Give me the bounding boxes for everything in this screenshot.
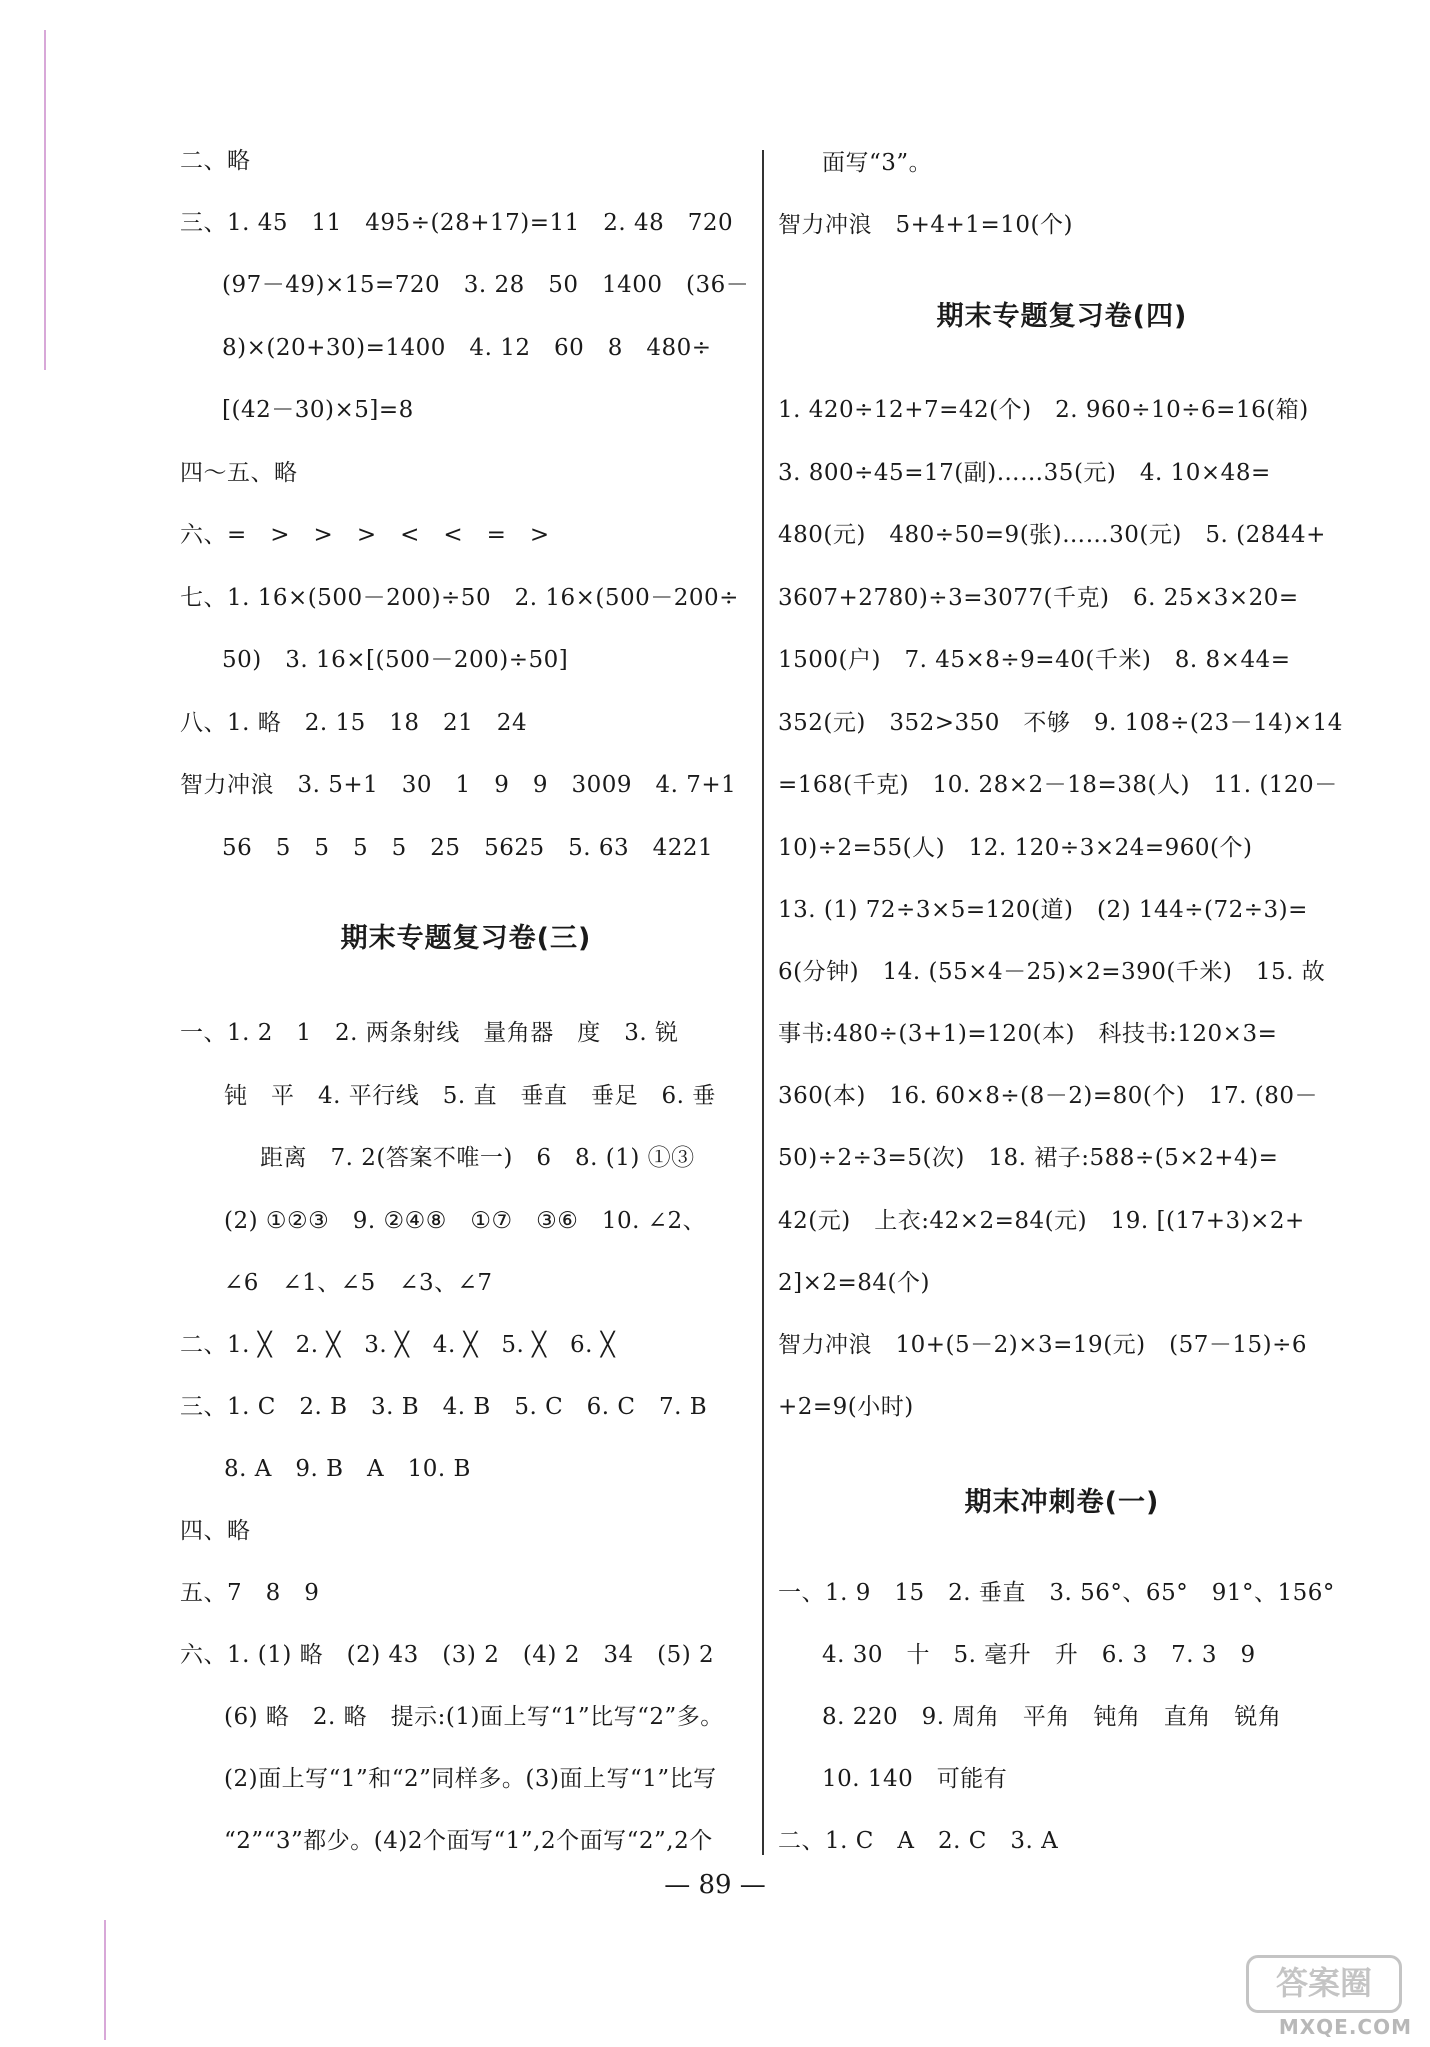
answer-line: 智力冲浪 5+4+1=10(个) [778,212,1073,238]
answer-line: 四～五、略 [180,460,298,486]
answer-line: ∠6 ∠1、∠5 ∠3、∠7 [224,1270,493,1296]
answer-line: 六、= > > > < < = > [180,522,550,548]
answer-line: (6) 略 2. 略 提示:(1)面上写“1”比写“2”多。 [224,1704,724,1730]
answer-line: 二、1. ╳ 2. ╳ 3. ╳ 4. ╳ 5. ╳ 6. ╳ [180,1332,616,1358]
answer-line: 五、7 8 9 [180,1580,320,1606]
answer-line: (2) ①②③ 9. ②④⑧ ①⑦ ③⑥ 10. ∠2、 [224,1208,707,1234]
answer-line: 50) 3. 16×[(500－200)÷50] [222,647,569,673]
column-divider [762,150,764,1855]
answer-line: 360(本) 16. 60×8÷(8－2)=80(个) 17. (80－ [778,1083,1319,1109]
answer-line: 三、1. C 2. B 3. B 4. B 5. C 6. C 7. B [180,1394,708,1420]
answer-line: 3607+2780)÷3=3077(千克) 6. 25×3×20= [778,585,1299,611]
answer-line: 6(分钟) 14. (55×4－25)×2=390(千米) 15. 故 [778,959,1326,985]
answer-line: 56 5 5 5 5 25 5625 5. 63 4221 [222,835,714,861]
watermark-site: MXQE.COM [1278,2015,1412,2039]
answer-line: 42(元) 上衣:42×2=84(元) 19. [(17+3)×2+ [778,1208,1305,1234]
answer-line: 10)÷2=55(人) 12. 120÷3×24=960(个) [778,835,1253,861]
answer-line: 480(元) 480÷50=9(张)……30(元) 5. (2844+ [778,522,1326,548]
answer-line: 10. 140 可能有 [822,1766,1008,1792]
left-margin-line-top [44,30,46,370]
answer-line: 七、1. 16×(500－200)÷50 2. 16×(500－200÷ [180,585,739,611]
answer-line: 8. A 9. B A 10. B [224,1456,471,1482]
answer-line: +2=9(小时) [778,1394,914,1420]
answer-line: 面写“3”。 [822,150,933,176]
answer-line: 二、略 [180,148,251,174]
answer-line: 352(元) 352>350 不够 9. 108÷(23－14)×14 [778,710,1343,736]
answer-line: “2”“3”都少。(4)2个面写“1”,2个面写“2”,2个 [224,1828,713,1854]
answer-line: (97－49)×15=720 3. 28 50 1400 (36－ [222,272,750,298]
answer-line: 1500(户) 7. 45×8÷9=40(千米) 8. 8×44= [778,647,1291,673]
answer-line: 13. (1) 72÷3×5=120(道) (2) 144÷(72÷3)= [778,897,1308,923]
answer-line: 一、1. 9 15 2. 垂直 3. 56°、65° 91°、156° [778,1580,1335,1606]
answer-line: 智力冲浪 3. 5+1 30 1 9 9 3009 4. 7+1 [180,772,737,798]
answer-line: 8. 220 9. 周角 平角 钝角 直角 锐角 [822,1704,1282,1730]
answer-line: 三、1. 45 11 495÷(28+17)=11 2. 48 720 [180,210,734,236]
answer-line: 四、略 [180,1518,251,1544]
answer-line: 1. 420÷12+7=42(个) 2. 960÷10÷6=16(箱) [778,397,1309,423]
answer-line: 二、1. C A 2. C 3. A [778,1828,1059,1854]
section-heading-review-3: 期末专题复习卷(三) [340,923,592,954]
left-margin-line-bottom [104,1920,106,2040]
section-heading-sprint-1: 期末冲刺卷(一) [964,1487,1160,1518]
answer-line: 事书:480÷(3+1)=120(本) 科技书:120×3= [778,1021,1278,1047]
answer-line: [(42－30)×5]=8 [222,397,414,423]
answer-line: 智力冲浪 10+(5－2)×3=19(元) (57－15)÷6 [778,1332,1308,1358]
watermark [1234,1955,1412,2039]
answer-line: 一、1. 2 1 2. 两条射线 量角器 度 3. 锐 [180,1020,679,1046]
answer-line: 距离 7. 2(答案不唯一) 6 8. (1) ①③ [260,1145,695,1171]
watermark-logo: 答案圈 [1246,1955,1402,2013]
answer-line: 钝 平 4. 平行线 5. 直 垂直 垂足 6. 垂 [224,1083,716,1109]
answer-line: 3. 800÷45=17(副)……35(元) 4. 10×48= [778,460,1271,486]
section-heading-review-4: 期末专题复习卷(四) [936,301,1188,332]
answer-line: 八、1. 略 2. 15 18 21 24 [180,710,528,736]
answer-line: 4. 30 十 5. 毫升 升 6. 3 7. 3 9 [822,1642,1256,1668]
answer-line: =168(千克) 10. 28×2－18=38(人) 11. (120－ [778,772,1338,798]
page-number: — 89 — [664,1870,766,1900]
answer-line: (2)面上写“1”和“2”同样多。(3)面上写“1”比写 [224,1766,717,1792]
answer-line: 六、1. (1) 略 (2) 43 (3) 2 (4) 2 34 (5) 2 [180,1642,715,1668]
answer-line: 50)÷2÷3=5(次) 18. 裙子:588÷(5×2+4)= [778,1145,1279,1171]
answer-line: 8)×(20+30)=1400 4. 12 60 8 480÷ [222,335,712,361]
answer-line: 2]×2=84(个) [778,1270,930,1296]
